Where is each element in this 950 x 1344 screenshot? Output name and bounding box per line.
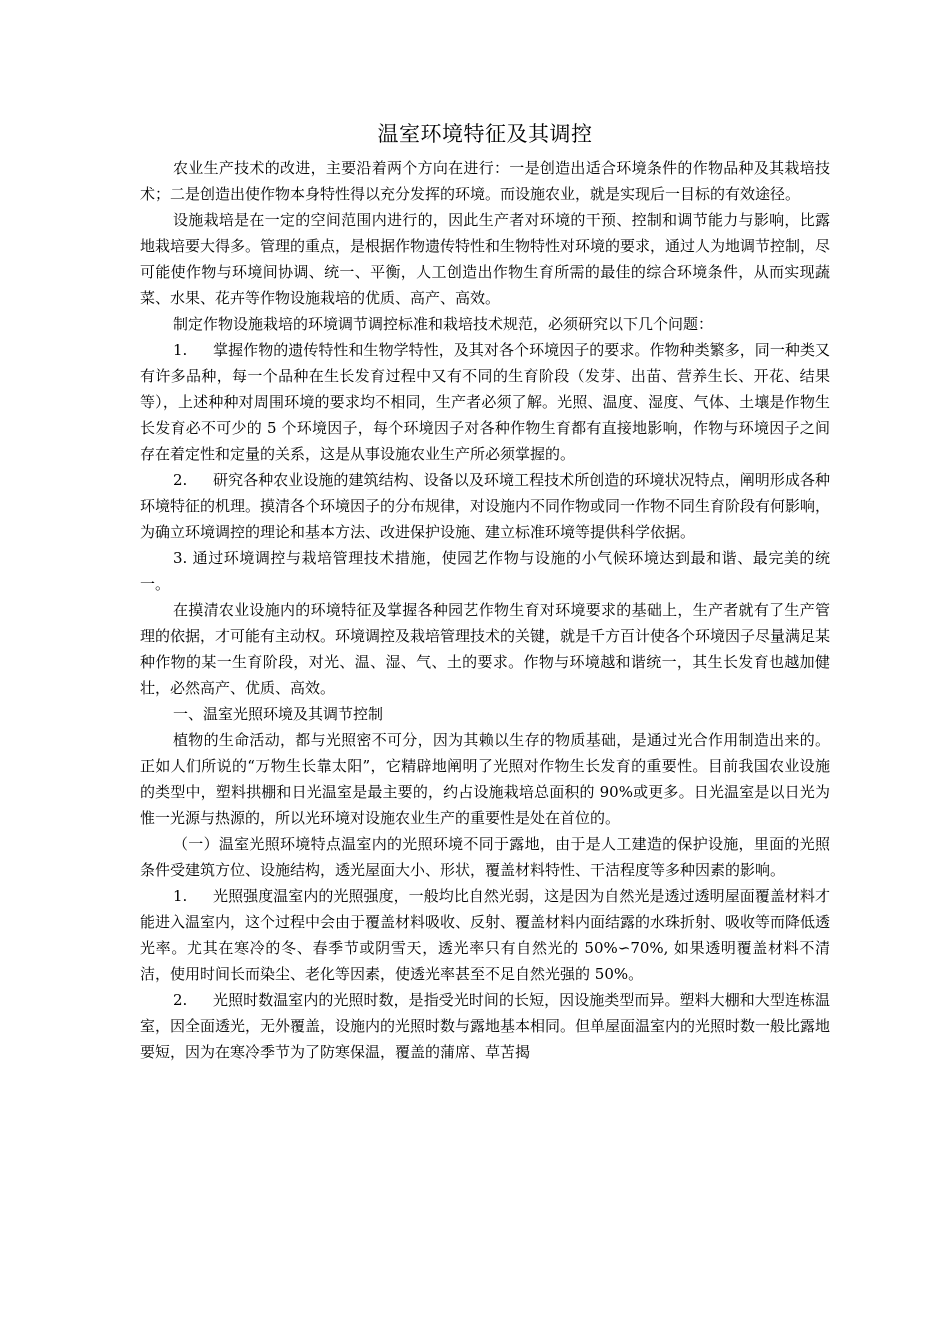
document-title: 温室环境特征及其调控 [377,122,593,146]
paragraph-light-features: （一）温室光照环境特点温室内的光照环境不同于露地，由于是人工建造的保护设施，里面的光照条件受建筑方位、设施结构，透光屋面大小、形状，覆盖材料特性、干洁程度等多种因素的影响。 [140,835,830,879]
light-item-intensity [140,883,830,987]
list-item-number: 2. [173,991,188,1009]
list-item-number: 1. [173,887,188,905]
list-item-2 [140,467,830,545]
section-heading-light: 一、温室光照环境及其调节控制 [173,705,384,723]
paragraph-light-importance: 植物的生命活动，都与光照密不可分，因为其赖以生存的物质基础，是通过光合作用制造出来的。正如人们所说的“万物生长靠太阳”，它精辟地阐明了光照对作物生长发育的重要性。目前我国农业设施的类型中，塑料拱棚和日光温室是最主要的，约占设施栽培总面积的 90%或更多。日光温室是以日光为惟一光源与热源的，所以光环境对设施农业生产的重要性是处在首位的。 [140,731,830,827]
list-item-1 [140,337,830,467]
list-item-3: 3. 通过环境调控与栽培管理技术措施，使园艺作物与设施的小气候环境达到最和谐、最完美的统一。 [140,549,830,593]
paragraph-standards: 制定作物设施栽培的环境调节调控标准和栽培技术规范，必须研究以下几个问题： [173,315,714,333]
list-item-number: 2. [173,471,188,489]
document-page [140,112,830,1065]
list-item-text: 光照时数温室内的光照时数，是指受光时间的长短，因设施类型而异。塑料大棚和大型连栋温室，因全面透光，无外覆盖，设施内的光照时数与露地基本相同。但单屋面温室内的光照时数一般比露地要短，因为在寒冷季节为了防寒保温，覆盖的蒲席、草苫揭 [140,991,831,1061]
list-item-text: 掌握作物的遗传特性和生物学特性，及其对各个环境因子的要求。作物种类繁多，同一种类又有许多品种，每一个品种在生长发育过程中又有不同的生育阶段（发芽、出苗、营养生长、开花、结果等），上述种种对周围环境的要求均不相同，生产者必须了解。光照、温度、湿度、气体、土壤是作物生长发育必不可少的 5 个环境因子，每个环境因子对各种作物生育都有直接地影响，作物与环境因子之间存在着定性和定量的关系，这是从事设施农业生产所必须掌握的。 [140,341,830,463]
list-item-text: 研究各种农业设施的建筑结构、设备以及环境工程技术所创造的环境状况特点，阐明形成各种环境特征的机理。摸清各个环境因子的分布规律，对设施内不同作物或同一作物不同生育阶段有何影响，为确立环境调控的理论和基本方法、改进保护设施、建立标准环境等提供科学依据。 [140,471,831,541]
paragraph-intro: 农业生产技术的改进，主要沿着两个方向在进行：一是创造出适合环境条件的作物品种及其栽培技术；二是创造出使作物本身特性得以充分发挥的环境。而设施农业，就是实现后一目标的有效途径。 [140,159,830,203]
light-item-duration [140,987,830,1065]
paragraph-facility-cultivation: 设施栽培是在一定的空间范围内进行的，因此生产者对环境的干预、控制和调节能力与影响，比露地栽培要大得多。管理的重点，是根据作物遗传特性和生物特性对环境的要求，通过人为地调节控制，尽可能使作物与环境间协调、统一、平衡，人工创造出作物生育所需的最佳的综合环境条件，从而实现蔬菜、水果、花卉等作物设施栽培的优质、高产、高效。 [140,211,831,307]
paragraph-basis: 在摸清农业设施内的环境特征及掌握各种园艺作物生育对环境要求的基础上，生产者就有了生产管理的依据，才可能有主动权。环境调控及栽培管理技术的关键，就是千方百计使各个环境因子尽量满足某种作物的某一生育阶段，对光、温、湿、气、土的要求。作物与环境越和谐统一，其生长发育也越加健壮，必然高产、优质、高效。 [140,601,831,697]
list-item-text: 光照强度温室内的光照强度，一般均比自然光弱，这是因为自然光是透过透明屋面覆盖材料才能进入温室内，这个过程中会由于覆盖材料吸收、反射、覆盖材料内面结露的水珠折射、吸收等而降低透光率。尤其在寒冷的冬、春季节或阴雪天，透光率只有自然光的 50%∽70%, 如果透明覆盖材料不清洁，使用时间长而染尘、老化等因素，使透光率甚至不足自然光强的 50%。 [140,887,831,983]
list-item-number: 1. [173,341,188,359]
